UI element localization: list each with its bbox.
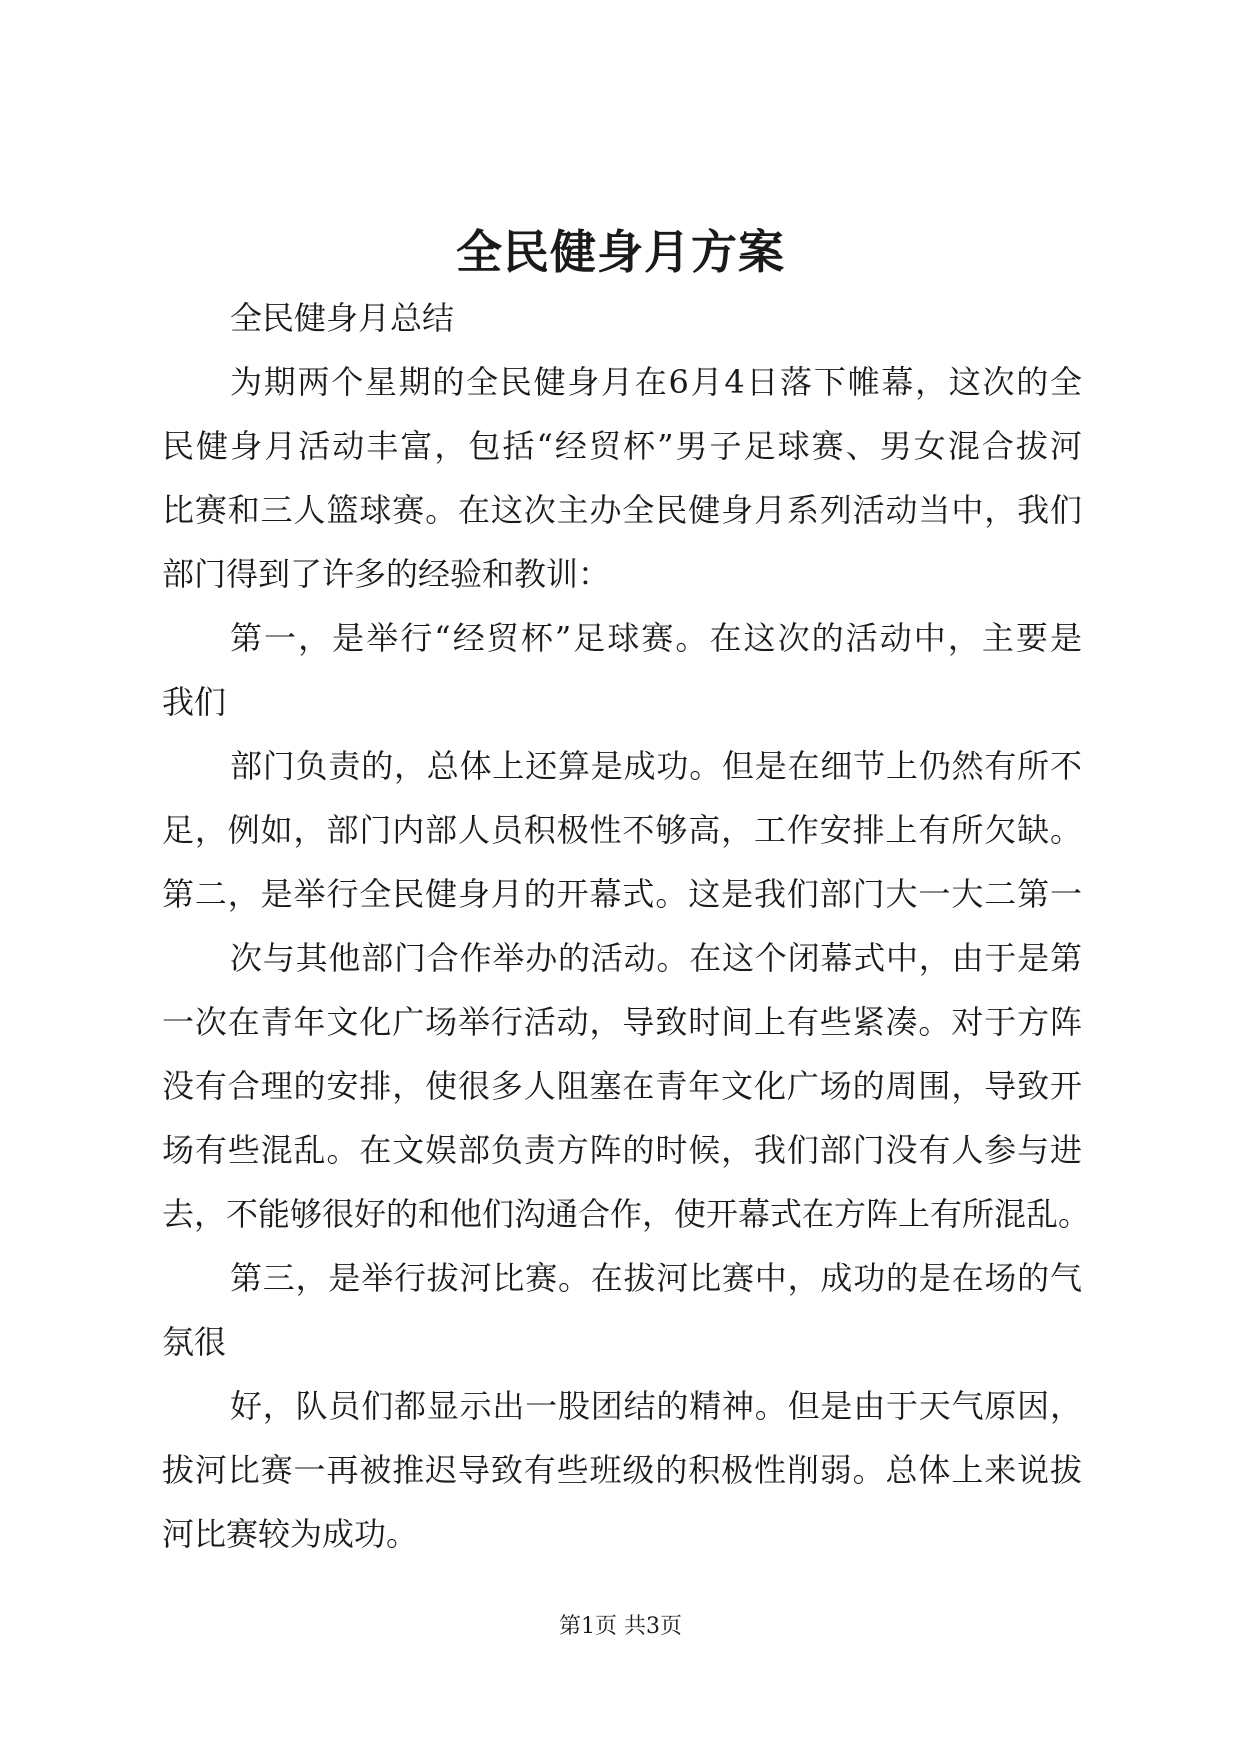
text-line: 第二，是举行全民健身月的开幕式。这是我们部门大一大二第一 [162, 875, 1082, 913]
text-line: 次与其他部门合作举办的活动。在这个闭幕式中，由于是第 [230, 939, 1082, 977]
text-line: 第三，是举行拔河比赛。在拔河比赛中，成功的是在场的气 [230, 1259, 1082, 1297]
text-line: 场有些混乱。在文娱部负责方阵的时候，我们部门没有人参与进 [162, 1131, 1082, 1169]
text-line: 部门负责的，总体上还算是成功。但是在细节上仍然有所不 [230, 747, 1082, 785]
text-line: 一次在青年文化广场举行活动，导致时间上有些紧凑。对于方阵 [162, 1003, 1082, 1041]
text-line: 第一，是举行“经贸杯”足球赛。在这次的活动中，主要是 [230, 619, 1082, 657]
text-line: 部门得到了许多的经验和教训： [162, 555, 611, 593]
text-line: 为期两个星期的全民健身月在6月4日落下帷幕，这次的全 [230, 363, 1082, 401]
page-title: 全民健身月方案 [456, 225, 785, 279]
text-line: 比赛和三人篮球赛。在这次主办全民健身月系列活动当中，我们 [162, 491, 1082, 529]
text-line: 民健身月活动丰富，包括“经贸杯”男子足球赛、男女混合拔河 [162, 427, 1082, 465]
text-line: 我们 [162, 683, 227, 721]
text-line: 没有合理的安排，使很多人阻塞在青年文化广场的周围，导致开 [162, 1067, 1082, 1105]
text-line: 好，队员们都显示出一股团结的精神。但是由于天气原因， [230, 1387, 1082, 1425]
text-line: 氛很 [162, 1323, 227, 1361]
text-line: 拔河比赛一再被推迟导致有些班级的积极性削弱。总体上来说拔 [162, 1451, 1082, 1489]
page-footer: 第1页 共3页 [559, 1614, 682, 1639]
text-line: 全民健身月总结 [230, 299, 455, 337]
text-line: 足，例如，部门内部人员积极性不够高，工作安排上有所欠缺。 [162, 811, 1082, 849]
text-line: 去，不能够很好的和他们沟通合作，使开幕式在方阵上有所混乱。 [162, 1195, 1091, 1233]
document-body [162, 290, 1091, 1570]
text-line: 河比赛较为成功。 [162, 1515, 419, 1553]
